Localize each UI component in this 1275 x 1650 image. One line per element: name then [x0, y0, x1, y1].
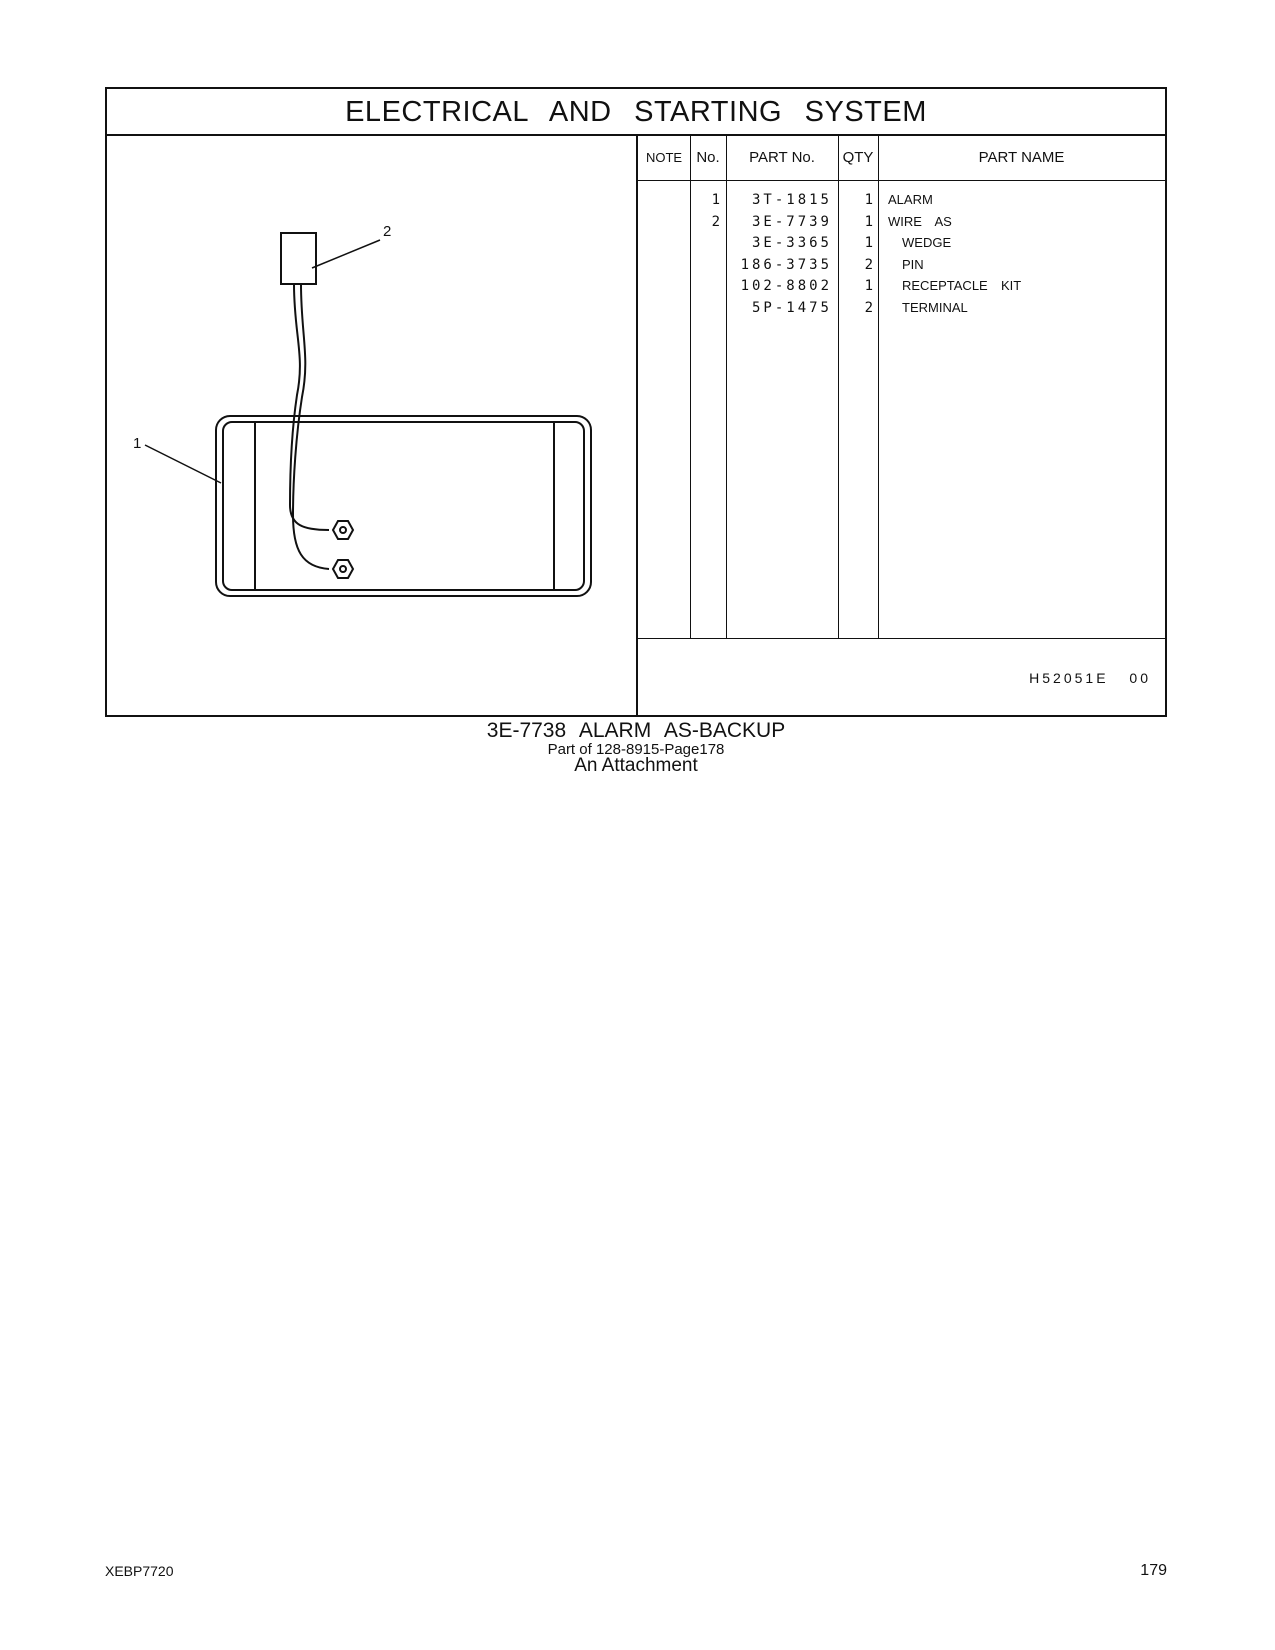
part-number: 102-8802 — [740, 278, 832, 294]
part-name: WEDGE — [902, 235, 952, 250]
table-row — [638, 211, 1165, 233]
header-rule — [638, 180, 1165, 181]
part-quantity: 1 — [864, 192, 873, 208]
caption-title: 3E-7738 ALARM AS-BACKUP — [486, 719, 786, 742]
alarm-body-inner — [223, 422, 584, 590]
part-number: 3T-1815 — [751, 192, 832, 208]
table-row — [638, 297, 1165, 319]
document-id: XEBP7720 — [105, 1563, 174, 1579]
header-note: NOTE — [645, 150, 683, 165]
part-name: PIN — [902, 256, 924, 272]
part-name: ALARM — [888, 192, 933, 207]
header-part-no: PART No. — [749, 149, 815, 166]
part-number: 3E-3365 — [751, 235, 832, 251]
header-no: No. — [696, 149, 720, 166]
wire-lower — [293, 284, 329, 569]
table-row — [638, 232, 1165, 254]
table-bottom-rule — [638, 638, 1165, 639]
part-quantity: 1 — [864, 278, 873, 294]
leader-line-1 — [145, 445, 221, 483]
part-quantity: 2 — [864, 256, 873, 273]
part-name: WIRE AS — [888, 213, 952, 229]
table-row — [638, 189, 1165, 211]
alarm-body-outer — [216, 416, 591, 596]
part-name: RECEPTACLE KIT — [902, 278, 1022, 293]
terminal-lower-hole — [340, 566, 346, 572]
alarm-drawing — [107, 135, 638, 717]
table-row — [638, 254, 1165, 276]
caption-attachment: An Attachment — [574, 755, 698, 776]
page-number: 179 — [1140, 1562, 1167, 1579]
table-row — [638, 275, 1165, 297]
terminal-upper — [333, 521, 353, 539]
terminal-lower — [333, 560, 353, 578]
part-number: 5P-1475 — [751, 299, 832, 316]
section-title: ELECTRICAL AND STARTING SYSTEM — [107, 89, 1165, 136]
callout-2: 2 — [383, 223, 392, 240]
connector-block — [281, 233, 316, 284]
header-part-name: PART NAME — [978, 149, 1065, 166]
part-number: 186-3735 — [740, 256, 832, 273]
part-number: 3E-7739 — [751, 213, 832, 230]
part-name: TERMINAL — [902, 299, 968, 315]
terminal-upper-hole — [340, 527, 346, 533]
part-quantity: 1 — [864, 213, 873, 230]
parts-illustration — [107, 135, 638, 717]
parts-table — [638, 135, 1165, 719]
parts-page-frame — [105, 87, 1167, 717]
caption-part-of: Part of 128-8915-Page178 — [547, 741, 725, 758]
part-quantity: 1 — [864, 235, 873, 251]
part-quantity: 2 — [864, 299, 873, 316]
leader-line-2 — [312, 240, 380, 268]
figure-code: H52051E 00 — [1029, 670, 1151, 686]
part-item-number: 1 — [711, 192, 720, 208]
callout-1: 1 — [133, 435, 142, 452]
header-qty: QTY — [842, 149, 874, 166]
part-item-number: 2 — [711, 213, 720, 230]
wire-upper — [290, 284, 329, 530]
